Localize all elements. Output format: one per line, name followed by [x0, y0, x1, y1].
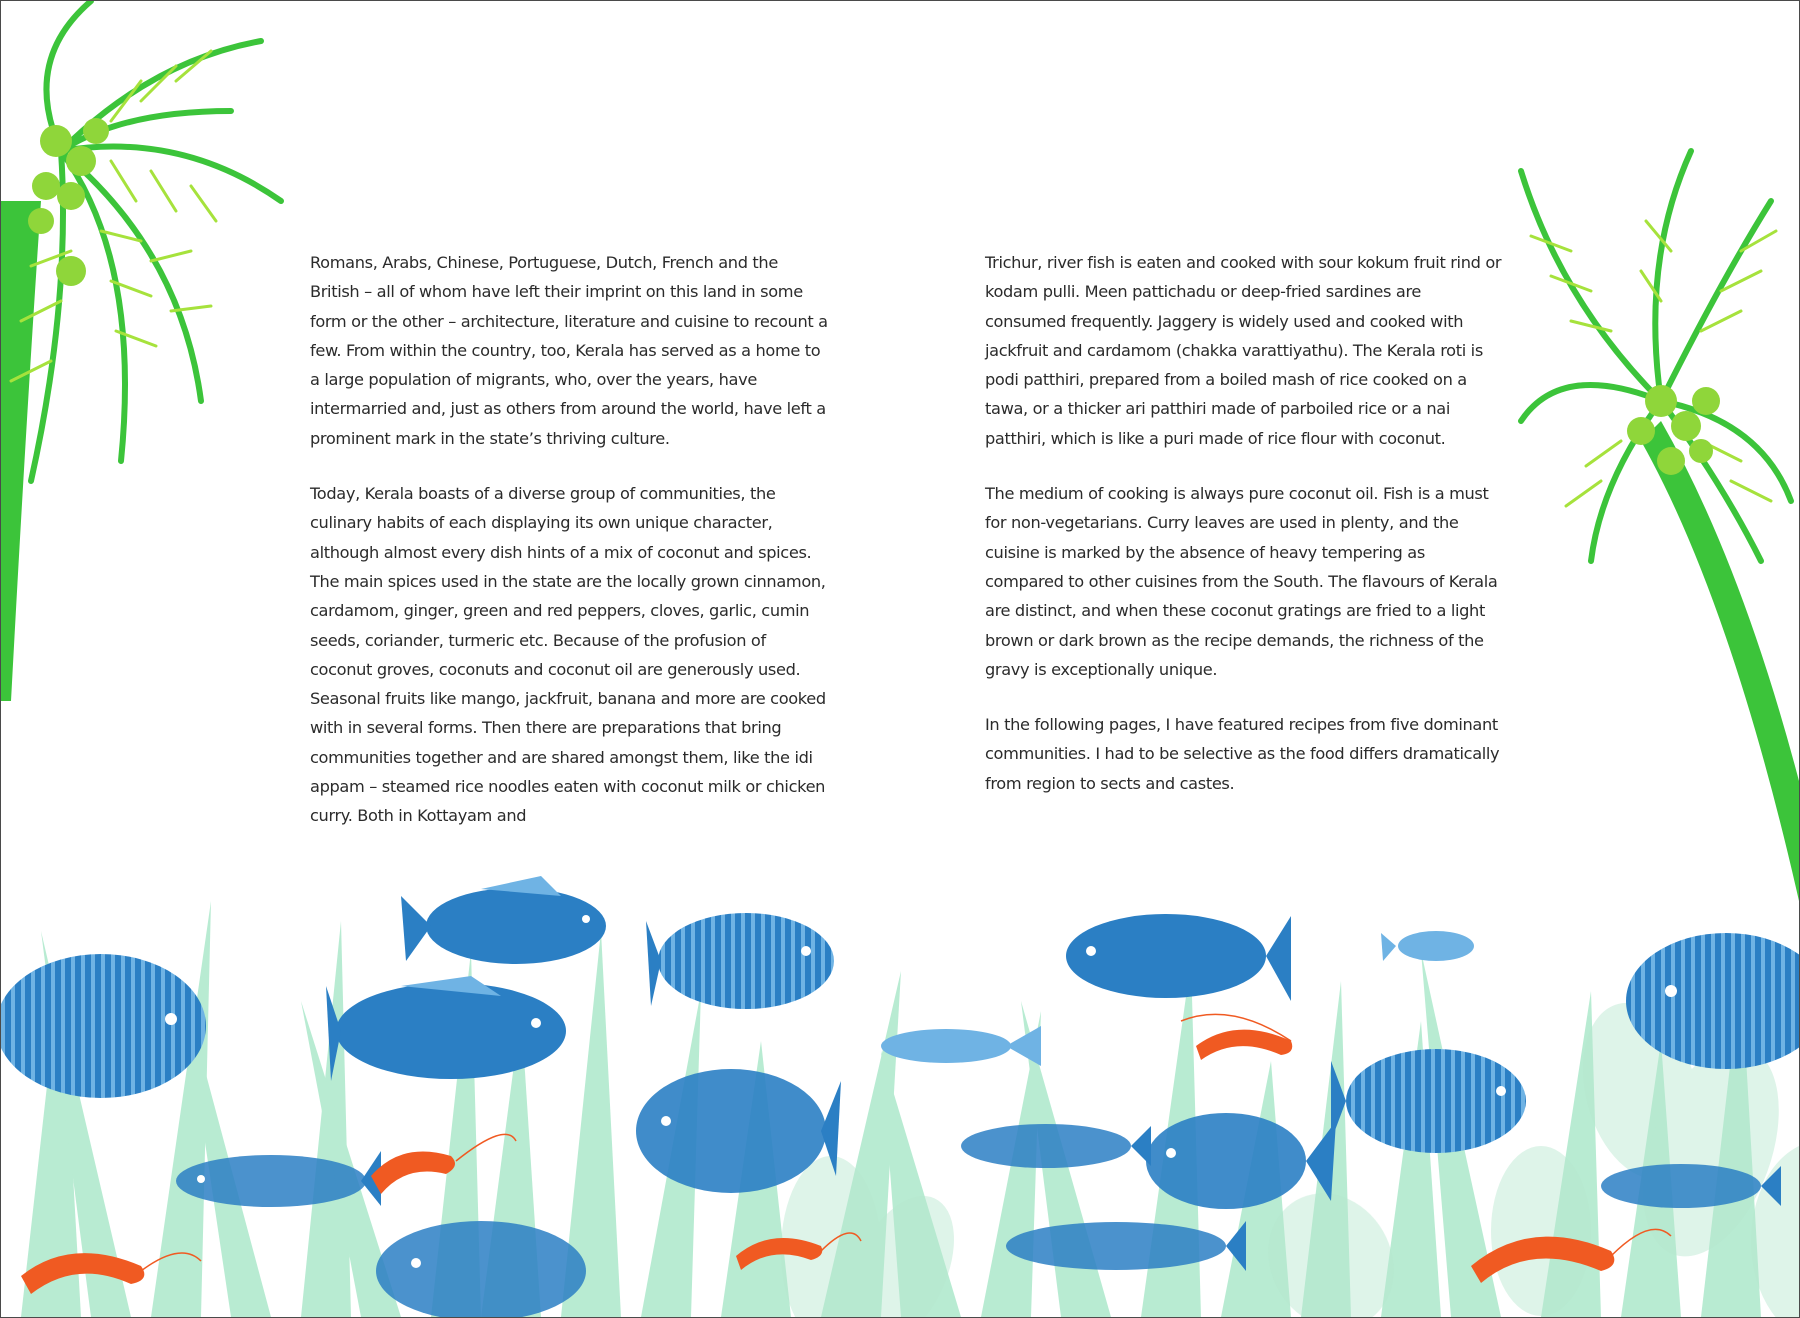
paragraph: In the following pages, I have featured recipes from five dominant communities. I had to be selective as the food differs dramatically from region to sects and castes. [985, 715, 1500, 793]
paragraph: The medium of cooking is always pure coconut oil. Fish is a must for non-vegetarians. Curry leaves are used in plenty, and the cuisine is marked by the absence of heavy tempering as compared to other cuisines from the South. The flavours of Kerala are distinct, and when these coconut gratings are fried to a light brown or dark brown as the recipe demands, the richness of the gravy is exceptionally unique. [985, 484, 1498, 679]
decorative-illustration [1, 1, 1799, 1317]
paragraph: Romans, Arabs, Chinese, Portuguese, Dutch, French and the British – all of whom have left their imprint on this land in some form or the other – architecture, literature and cuisine to recount a few. From within the country, too, Kerala has served as a home to a large population of migrants, who, over the years, have intermarried and, just as others from around the world, have left a prominent mark in the state’s thriving culture. [310, 253, 828, 448]
fish-icon [1381, 931, 1474, 961]
fish-icon [376, 1221, 586, 1317]
palm-tree-icon [1, 1, 281, 701]
fish-icon [1146, 1113, 1336, 1209]
fish-icon [401, 876, 606, 964]
fish-icon [1, 954, 206, 1098]
paragraph: Trichur, river fish is eaten and cooked with sour kokum fruit rind or kodam pulli. Meen pattichadu or deep-fried sardines are consumed frequently. Jaggery is widely used and cooked with jackfruit and cardamom (chakka varattiyathu). The Kerala roti is podi patthiri, prepared from a boiled mash of rice cooked on a tawa, or a thicker ari patthiri made of parboiled rice or a nai patthiri, which is like a puri made of rice flour with coconut. [985, 253, 1502, 448]
fish-icon [1331, 1049, 1526, 1153]
palm-tree-icon [1521, 151, 1799, 901]
fish-icon [1066, 914, 1291, 1001]
fish-icon [326, 976, 566, 1081]
text-column-right [985, 248, 1505, 824]
fish-icon [961, 1124, 1151, 1168]
fish-icon [881, 1026, 1041, 1066]
fish-icon [1006, 1221, 1246, 1271]
paragraph: Today, Kerala boasts of a diverse group of communities, the culinary habits of each displaying its own unique character, although almost every dish hints of a mix of coconut and spices. The main spices used in the state are the locally grown cinnamon, cardamom, ginger, green and red peppers, cloves, garlic, cumin seeds, coriander, turmeric etc. Because of the profusion of coconut groves, coconuts and coconut oil are generously used. Seasonal fruits like mango, jackfruit, banana and more are cooked with in several forms. Then there are preparations that bring communities together and are shared amongst them, like the idi appam – steamed rice noodles eaten with coconut milk or chicken curry. Both in Kottayam and [310, 484, 826, 826]
text-column-left [310, 248, 830, 857]
fish-icon [646, 913, 834, 1009]
